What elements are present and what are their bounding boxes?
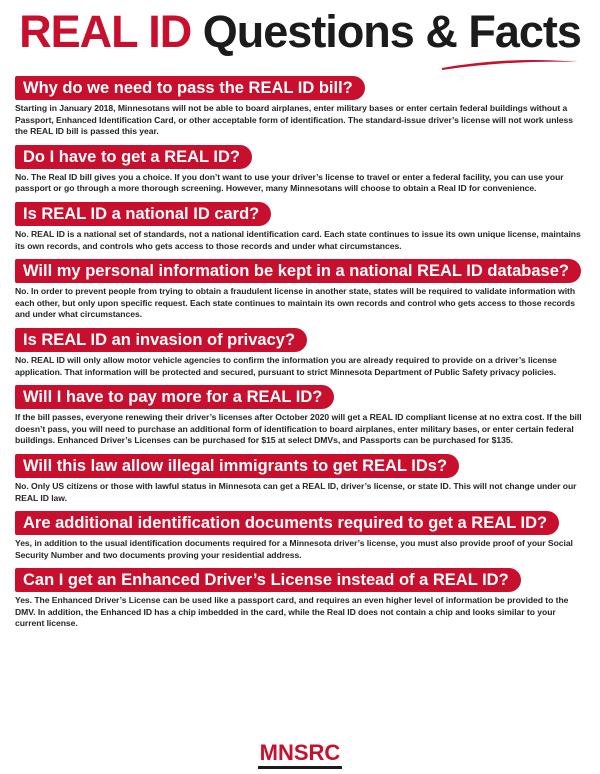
qa-item bbox=[15, 511, 585, 561]
answer-text: No. REAL ID is a national set of standards, not a national identification card. Each state continues to issue its own unique license, maintains its own records, and controls who gets access to those records and under what circumstances. bbox=[15, 228, 581, 251]
question-banner: Can I get an Enhanced Driver’s License instead of a REAL ID? bbox=[15, 568, 521, 592]
answer-text: No. In order to prevent people from trying to obtain a fraudulent license in another state, states will be required to validate information with each other, but only upon specific request. Each state continues to maintain its own records and control who gets access to those records and under what circumstances. bbox=[15, 286, 576, 320]
qa-item bbox=[15, 145, 585, 195]
title-facts: Facts bbox=[468, 6, 581, 57]
underline-swoosh-icon bbox=[440, 56, 580, 72]
answer-text: Starting in January 2018, Minnesotans will not be able to board airplanes, enter military bases or enter certain federal buildings without a Passport, Enhanced Identification Card, or other acceptable form of identification. The standard-issue driver’s license will not work unless the REAL ID bill is passed this year. bbox=[15, 103, 573, 137]
question-banner: Will I have to pay more for a REAL ID? bbox=[15, 385, 334, 409]
qa-item bbox=[15, 259, 585, 321]
title-real-id: REAL ID bbox=[19, 6, 192, 57]
answer-text: Yes, in addition to the usual identification documents required for a Minnesota driver’s license, you must also provide proof of your Social Security Number and two documents proving your residential address. bbox=[15, 538, 573, 560]
question-banner: Is REAL ID an invasion of privacy? bbox=[15, 328, 307, 352]
page-header bbox=[0, 6, 600, 70]
page-title bbox=[19, 6, 581, 58]
answer-text: Yes. The Enhanced Driver’s License can be used like a passport card, and requires an even higher level of information be provided to the DMV. In addition, the Enhanced ID has a chip imbedded in the card, while the Real ID does not contain a chip and looks similar to your current license. bbox=[15, 595, 569, 629]
qa-list bbox=[15, 76, 585, 637]
answer-text: No. REAL ID will only allow motor vehicle agencies to confirm the information you are already required to provide on a driver’s license application. That information will be protected and secured, pursuant to strict Minnesota Department of Public Safety privacy policies. bbox=[15, 354, 557, 377]
answer-text: No. Only US citizens or those with lawful status in Minnesota can get a REAL ID, driver’s license, or state ID. This will not change under our REAL ID law. bbox=[15, 480, 577, 503]
qa-item bbox=[15, 202, 585, 252]
qa-item bbox=[15, 385, 585, 447]
title-questions: Questions & bbox=[202, 6, 457, 57]
question-banner: Do I have to get a REAL ID? bbox=[15, 145, 252, 169]
qa-item bbox=[15, 454, 585, 504]
question-banner: Will my personal information be kept in a national REAL ID database? bbox=[15, 259, 581, 283]
question-banner: Are additional identification documents required to get a REAL ID? bbox=[15, 511, 559, 535]
qa-item bbox=[15, 568, 585, 630]
question-banner: Will this law allow illegal immigrants to get REAL IDs? bbox=[15, 454, 459, 478]
answer-text: No. The Real ID bill gives you a choice. If you don’t want to use your driver’s license to travel or enter a federal facility, you can use your passport or go through a more thorough screening. However, many Minnesotans will choose to obtain a Real ID for convenience. bbox=[15, 171, 564, 194]
mnsrc-logo: MNSRC bbox=[258, 740, 343, 769]
qa-item bbox=[15, 328, 585, 378]
qa-item bbox=[15, 76, 585, 138]
answer-text: If the bill passes, everyone renewing their driver’s licenses after October 2020 will get a REAL ID compliant license at no extra cost. If the bill doesn’t pass, you will need to purchase an additional form of identification to board airplanes, enter military bases, or enter certain federal buildings. Enhanced Driver’s Licenses can be purchased for $15 at select DMVs, and Passports can be purchased for $135. bbox=[15, 412, 582, 446]
question-banner: Is REAL ID a national ID card? bbox=[15, 202, 271, 226]
question-banner: Why do we need to pass the REAL ID bill? bbox=[15, 76, 365, 100]
page-footer bbox=[0, 740, 600, 769]
